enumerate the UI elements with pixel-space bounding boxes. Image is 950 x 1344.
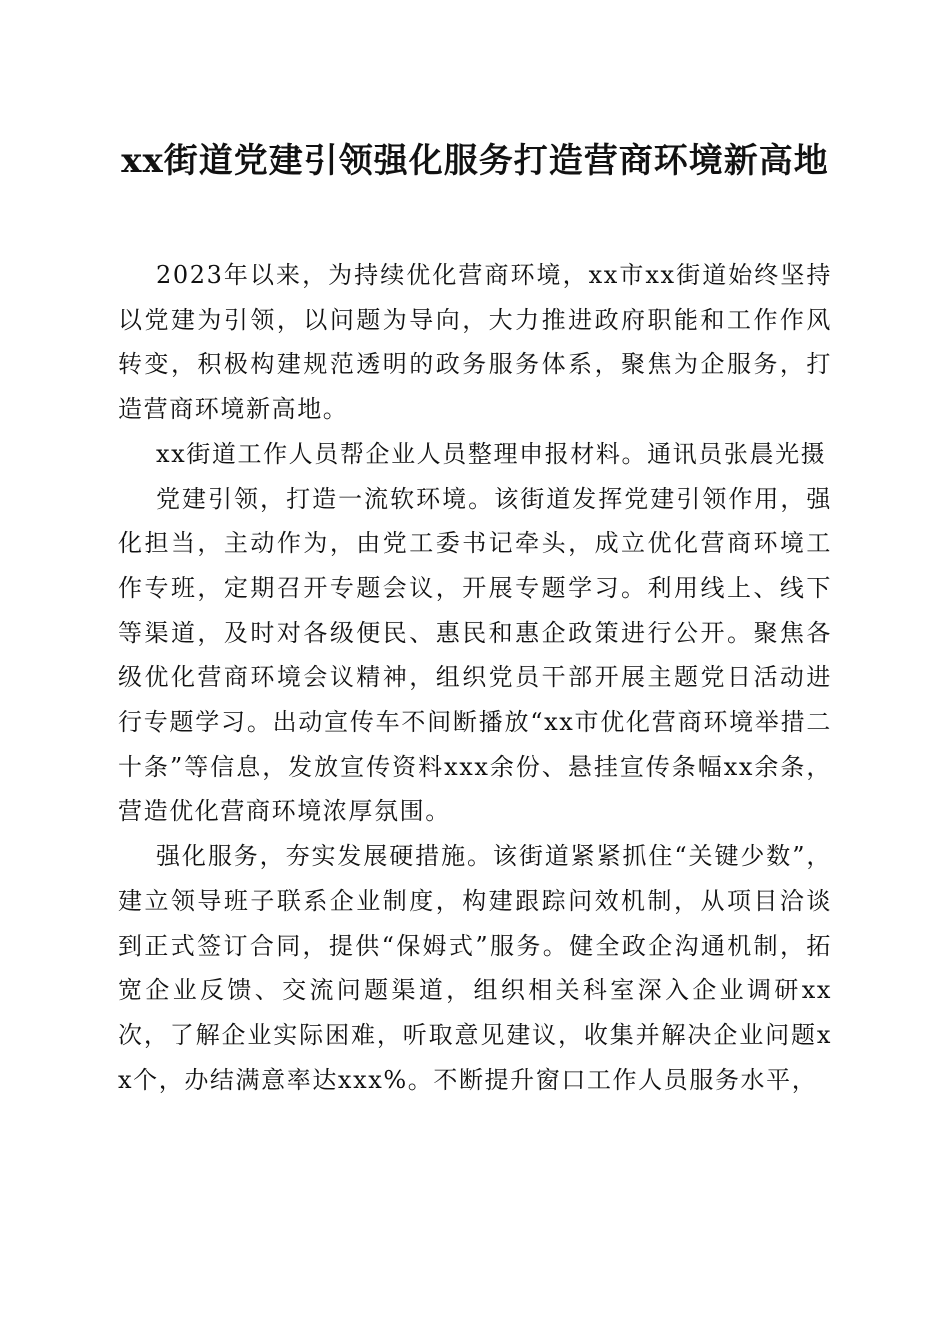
document-body: [118, 253, 832, 1102]
paragraph-photo-caption: xx街道工作人员帮企业人员整理申报材料。通讯员张晨光摄: [156, 439, 827, 468]
document-title: xx街道党建引领强化服务打造营商环境新高地: [121, 141, 829, 181]
paragraph-intro: 2023年以来，为持续优化营商环境，xx市xx街道始终坚持以党建为引领，以问题为导向，大力推进政府职能和工作作风转变，积极构建规范透明的政务服务体系，聚焦为企服务，打造营商环境新高地。: [118, 261, 832, 424]
paragraph-party-building: 党建引领，打造一流软环境。该街道发挥党建引领作用，强化担当，主动作为，由党工委书记牵头，成立优化营商环境工作专班，定期召开专题会议，开展专题学习。利用线上、线下等渠道，及时对各级便民、惠民和惠企政策进行公开。聚焦各级优化营商环境会议精神，组织党员干部开展主题党日活动进行专题学习。出动宣传车不间断播放“xx市优化营商环境举措二十条”等信息，发放宣传资料xxx余份、悬挂宣传条幅xx余条，营造优化营商环境浓厚氛围。: [118, 484, 832, 826]
paragraph-strengthen-service: 强化服务，夯实发展硬措施。该街道紧紧抓住“关键少数”，建立领导班子联系企业制度，构建跟踪问效机制，从项目洽谈到正式签订合同，提供“保姆式”服务。健全政企沟通机制，拓宽企业反馈、交流问题渠道，组织相关科室深入企业调研xx次，了解企业实际困难，听取意见建议，收集并解决企业问题xx个，办结满意率达xxx%。不断提升窗口工作人员服务水平，: [118, 842, 832, 1094]
